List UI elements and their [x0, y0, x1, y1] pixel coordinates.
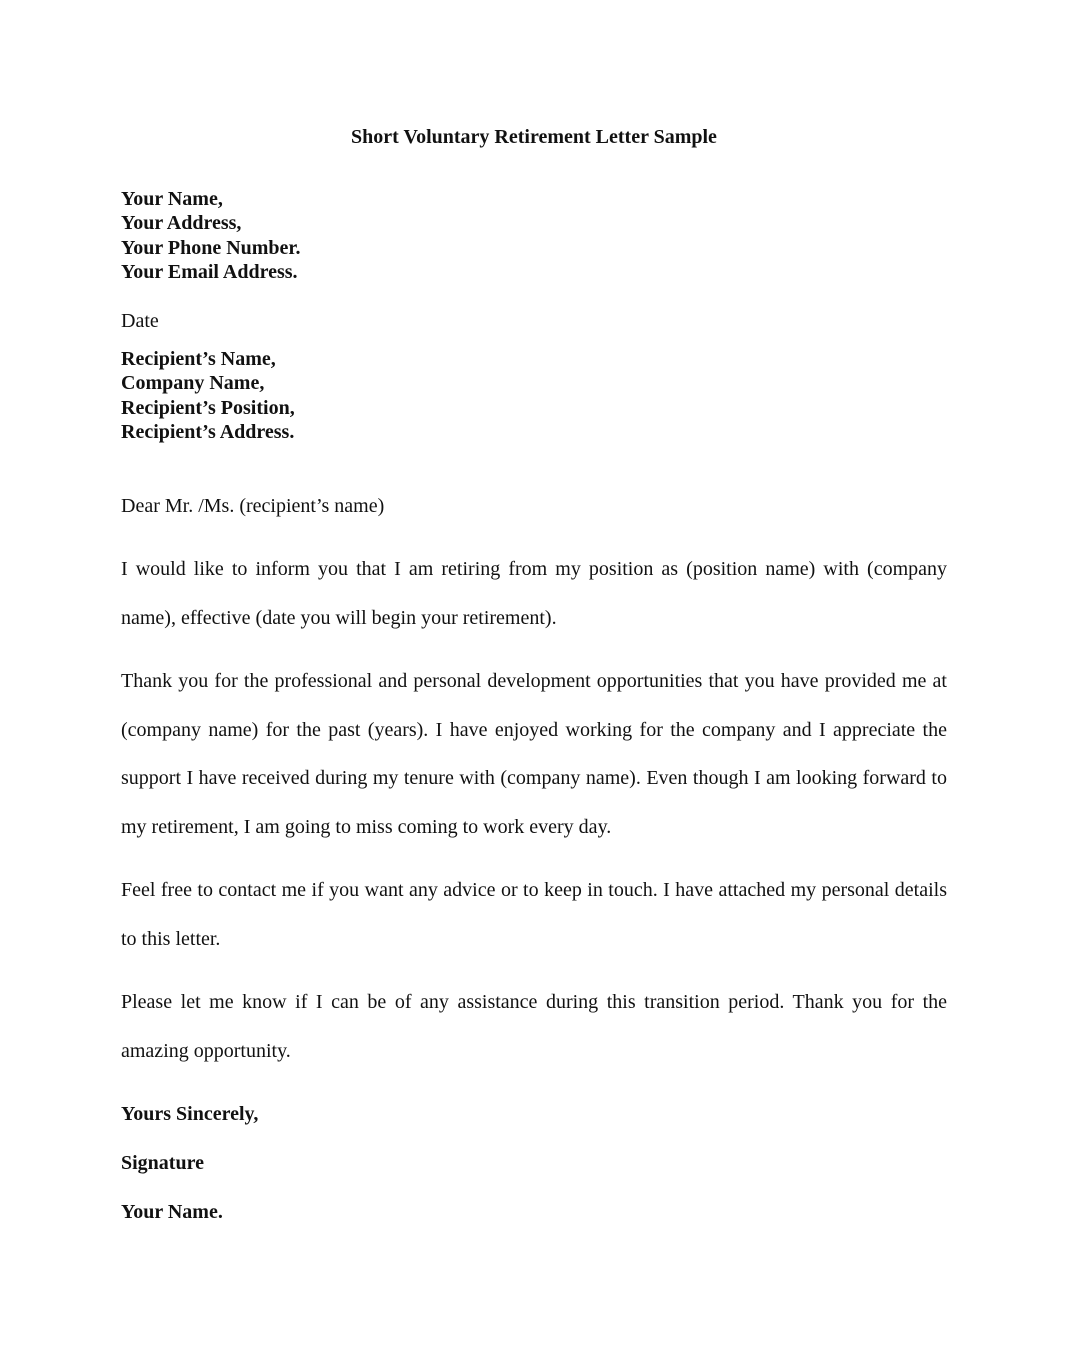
recipient-position: Recipient’s Position,: [121, 396, 295, 419]
salutation: Dear Mr. /Ms. (recipient’s name): [121, 495, 385, 517]
letter-date: Date: [121, 310, 159, 332]
sender-address: Your Address,: [121, 212, 242, 235]
signer-name: Your Name.: [121, 1201, 223, 1223]
sender-email: Your Email Address.: [121, 261, 298, 284]
sender-address-block: [121, 187, 300, 285]
recipient-address-block: [121, 347, 295, 445]
closing: Yours Sincerely,: [121, 1103, 259, 1125]
body-paragraph-assistance: Please let me know if I can be of any assistance during this transition period. Thank you for the amazing opportunity.: [121, 991, 947, 1062]
body-paragraph-contact: Feel free to contact me if you want any advice or to keep in touch. I have attached my personal details to this letter.: [121, 879, 947, 950]
recipient-company: Company Name,: [121, 372, 265, 395]
sender-name: Your Name,: [121, 188, 223, 210]
body-paragraph-thanks: Thank you for the professional and personal development opportunities that you have provided me at (company name) for the past (years). I have enjoyed working for the company and I appreciate the support I have received during my tenure with (company name). Even though I am looking forward to my retirement, I am going to miss coming to work every day.: [121, 670, 947, 839]
body-paragraph-intro: I would like to inform you that I am retiring from my position as (position name) with (company name), effective (date you will begin your retirement).: [121, 558, 947, 629]
recipient-name: Recipient’s Name,: [121, 348, 276, 370]
sender-phone: Your Phone Number.: [121, 236, 301, 259]
signature-line: Signature: [121, 1152, 204, 1174]
recipient-address: Recipient’s Address.: [121, 421, 295, 444]
document-title: Short Voluntary Retirement Letter Sample: [351, 126, 717, 148]
